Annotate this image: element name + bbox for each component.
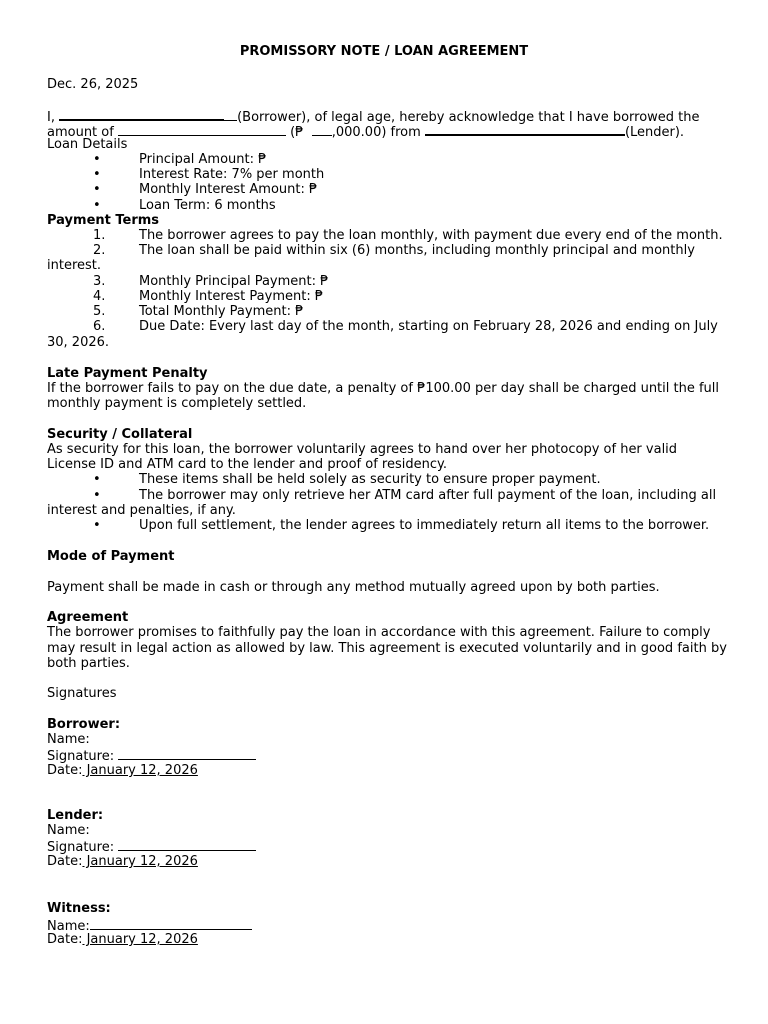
amount-words-blank (118, 123, 286, 136)
name-label: Name: (47, 919, 90, 934)
item-number: 1. (93, 228, 106, 243)
document-title: PROMISSORY NOTE / LOAN AGREEMENT (239, 44, 529, 59)
borrower-date-value: January 12, 2026 (82, 763, 198, 778)
lender-signature-line (47, 838, 728, 853)
mode-of-payment-text: Payment shall be made in cash or through any method mutually agreed upon by both parties. (47, 580, 660, 595)
borrower-name-label: Name: (47, 732, 90, 747)
payment-term-5: Total Monthly Payment: ₱ (139, 304, 304, 319)
list-item (0, 289, 768, 304)
signature-label: Signature: (47, 749, 119, 764)
list-item (0, 152, 768, 167)
loan-detail-term: Loan Term: 6 months (139, 198, 276, 213)
lender-date-line (47, 854, 728, 869)
lender-name-blank (425, 122, 625, 136)
list-item (0, 472, 768, 487)
intro-peso-amount: ,000.00) from (331, 125, 425, 140)
bullet: • (93, 182, 101, 197)
security-item-2: The borrower may only retrieve her ATM card after full payment of the loan, including all (139, 488, 717, 503)
borrower-date-line (47, 763, 728, 778)
item-number: 2. (93, 243, 106, 258)
item-number: 4. (93, 289, 106, 304)
list-item (0, 319, 768, 334)
signature-label: Signature: (47, 840, 119, 855)
borrower-name-blank (59, 107, 224, 121)
intro-borrower-text: (Borrower), of legal age, hereby acknowledge that I have borrowed the (237, 110, 700, 125)
agreement-text: may result in legal action as allowed by law. This agreement is executed voluntarily and in good faith by (47, 641, 727, 656)
agreement-text: both parties. (47, 656, 130, 671)
document-date: Dec. 26, 2025 (47, 77, 139, 92)
loan-detail-principal: Principal Amount: ₱ (139, 152, 267, 167)
date-label: Date: (47, 854, 83, 869)
payment-term-4: Monthly Interest Payment: ₱ (139, 289, 324, 304)
item-number: 6. (93, 319, 106, 334)
payment-term-2-wrap: interest. (47, 258, 102, 273)
bullet: • (93, 472, 101, 487)
witness-date-line (47, 932, 728, 947)
borrower-label: Borrower: (47, 717, 121, 732)
item-number: 3. (93, 274, 106, 289)
intro-i: I, (47, 110, 60, 125)
list-item (0, 228, 768, 243)
lender-date-value: January 12, 2026 (82, 854, 198, 869)
security-heading: Security / Collateral (47, 427, 193, 442)
bullet: • (93, 152, 101, 167)
security-item-1: These items shall be held solely as security to ensure proper payment. (139, 472, 601, 487)
borrower-signature-line (47, 747, 728, 762)
bullet: • (93, 198, 101, 213)
item-number: 5. (93, 304, 106, 319)
late-payment-text: monthly payment is completely settled. (47, 396, 307, 411)
intro-line-1 (47, 107, 728, 125)
payment-term-6-wrap: 30, 2026. (47, 335, 110, 350)
intro-amount-of: amount of (47, 125, 118, 140)
payment-term-6: Due Date: Every last day of the month, starting on February 28, 2026 and ending on July (139, 319, 718, 334)
list-item (0, 198, 768, 213)
list-item (0, 488, 768, 503)
loan-details-heading: Loan Details (47, 137, 128, 152)
security-text: As security for this loan, the borrower voluntarily agrees to hand over her photocopy of her valid (47, 442, 678, 457)
list-item (0, 243, 768, 258)
borrower-name-blank-tail (224, 108, 237, 121)
agreement-text: The borrower promises to faithfully pay the loan in accordance with this agreement. Failure to comply (47, 625, 711, 640)
lender-label: Lender: (47, 808, 104, 823)
security-item-2-wrap: interest and penalties, if any. (47, 503, 236, 518)
list-item (0, 304, 768, 319)
agreement-heading: Agreement (47, 610, 129, 625)
security-item-3: Upon full settlement, the lender agrees to immediately return all items to the borrower. (139, 518, 710, 533)
lender-name-label: Name: (47, 823, 90, 838)
intro-line-2 (47, 122, 728, 140)
list-item (0, 274, 768, 289)
mode-of-payment-heading: Mode of Payment (47, 549, 175, 564)
bullet: • (93, 518, 101, 533)
signature-blank (118, 838, 256, 851)
late-payment-text: If the borrower fails to pay on the due date, a penalty of ₱100.00 per day shall be charged until the full (47, 381, 720, 396)
payment-term-1: The borrower agrees to pay the loan monthly, with payment due every end of the month. (139, 228, 723, 243)
payment-term-2: The loan shall be paid within six (6) months, including monthly principal and monthly (139, 243, 695, 258)
intro-peso-open: (₱ (285, 125, 312, 140)
payment-term-3: Monthly Principal Payment: ₱ (139, 274, 329, 289)
witness-name-line (47, 917, 728, 932)
signature-blank (118, 747, 256, 760)
list-item (0, 182, 768, 197)
bullet: • (93, 488, 101, 503)
security-text: License ID and ATM card to the lender and proof of residency. (47, 457, 447, 472)
loan-detail-interest-amount: Monthly Interest Amount: ₱ (139, 182, 318, 197)
intro-lender-text: (Lender). (624, 125, 685, 140)
date-label: Date: (47, 932, 83, 947)
amount-digits-blank (312, 123, 332, 136)
payment-terms-heading: Payment Terms (47, 213, 160, 228)
date-label: Date: (47, 763, 83, 778)
signatures-heading: Signatures (47, 686, 117, 701)
witness-label: Witness: (47, 901, 111, 916)
list-item (0, 518, 768, 533)
loan-detail-rate: Interest Rate: 7% per month (139, 167, 325, 182)
bullet: • (93, 167, 101, 182)
witness-date-value: January 12, 2026 (82, 932, 198, 947)
witness-name-blank (90, 917, 252, 930)
list-item (0, 167, 768, 182)
late-payment-heading: Late Payment Penalty (47, 366, 208, 381)
